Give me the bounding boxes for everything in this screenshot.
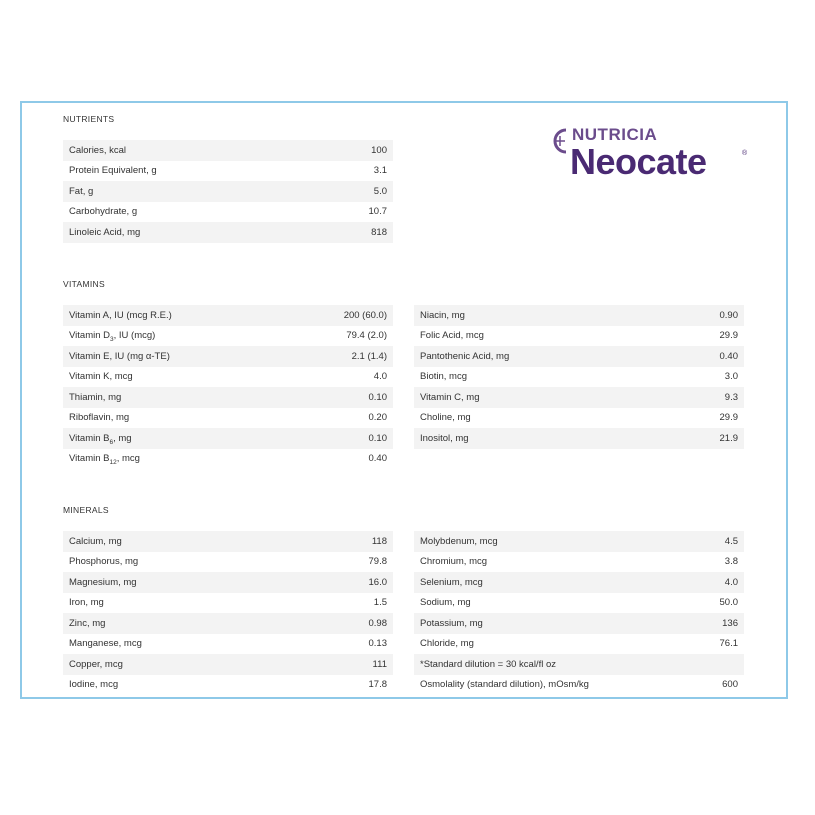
vitamins-left-table [63, 305, 393, 469]
row-label: Chromium, mcg [420, 556, 488, 568]
table-row [414, 552, 744, 573]
table-row [63, 346, 393, 367]
row-label: Vitamin A, IU (mcg R.E.) [69, 309, 172, 321]
table-row [63, 613, 393, 634]
row-label: Vitamin C, mg [420, 391, 480, 403]
row-label: Osmolality (standard dilution), mOsm/kg [420, 679, 589, 691]
row-label: Carbohydrate, g [69, 206, 138, 218]
row-value: 100 [371, 144, 387, 156]
row-label-prefix: Vitamin D [69, 330, 111, 342]
table-row [63, 654, 393, 675]
row-value: 818 [371, 226, 387, 238]
table-row [414, 367, 744, 388]
table-row [63, 202, 393, 223]
table-row [63, 572, 393, 593]
logo-product-text: Neocate [570, 141, 707, 182]
logo-brand-text: NUTRICIA [572, 125, 658, 144]
row-value: 1.5 [373, 597, 387, 609]
vitamins-right-table [414, 305, 744, 449]
row-label: Linoleic Acid, mg [69, 226, 141, 238]
row-value: 200 (60.0) [343, 309, 387, 321]
row-label-prefix: Vitamin B [69, 432, 110, 444]
minerals-title: MINERALS [63, 505, 109, 515]
row-value: 0.20 [368, 412, 387, 424]
row-label: Iron, mg [69, 597, 104, 609]
row-label: Magnesium, mg [69, 576, 137, 588]
row-label-suffix: , IU (mcg) [113, 330, 156, 342]
row-label: Chloride, mg [420, 638, 474, 650]
row-label [69, 330, 156, 344]
row-label: Niacin, mg [420, 309, 465, 321]
row-label: Thiamin, mg [69, 391, 122, 403]
vitamins-title: VITAMINS [63, 279, 105, 289]
row-value: 0.90 [719, 309, 738, 321]
row-label: Sodium, mg [420, 597, 471, 609]
row-label: Pantothenic Acid, mg [420, 350, 510, 362]
table-row [63, 326, 393, 347]
row-value: 10.7 [368, 206, 387, 218]
table-row [63, 161, 393, 182]
row-label [69, 453, 140, 467]
row-value: 3.8 [724, 556, 738, 568]
row-label-suffix: , mcg [116, 453, 140, 465]
table-row [414, 531, 744, 552]
neocate-logo [548, 124, 748, 180]
table-row [414, 593, 744, 614]
row-label-prefix: Vitamin B [69, 453, 110, 465]
row-value: 0.10 [368, 391, 387, 403]
table-row [414, 387, 744, 408]
table-row [63, 531, 393, 552]
row-value: 0.13 [368, 638, 387, 650]
row-label: *Standard dilution = 30 kcal/fl oz [420, 658, 556, 670]
table-row [414, 634, 744, 655]
row-value: 79.4 (2.0) [346, 330, 387, 342]
row-label: Iodine, mcg [69, 679, 119, 691]
table-row [414, 613, 744, 634]
row-label-subscript: 12 [109, 459, 117, 467]
table-row [63, 593, 393, 614]
table-row [414, 675, 744, 696]
row-label: Selenium, mcg [420, 576, 483, 588]
row-value: 0.40 [368, 453, 387, 465]
row-label-subscript: 3 [110, 336, 114, 344]
row-value: 50.0 [719, 597, 738, 609]
table-row [63, 387, 393, 408]
row-label: Molybdenum, mcg [420, 535, 498, 547]
row-value: 111 [372, 658, 387, 670]
row-value: 4.5 [724, 535, 738, 547]
row-value: 16.0 [368, 576, 387, 588]
table-row [414, 572, 744, 593]
row-value: 600 [722, 679, 738, 691]
table-row [414, 346, 744, 367]
row-value: 29.9 [719, 330, 738, 342]
row-label: Vitamin E, IU (mg α-TE) [69, 350, 170, 362]
table-row [414, 654, 744, 675]
row-label-subscript: 6 [109, 438, 114, 446]
nutrition-facts-card [20, 101, 788, 699]
row-label: Phosphorus, mg [69, 556, 139, 568]
registered-mark: ® [742, 150, 748, 157]
row-value: 76.1 [719, 638, 738, 650]
row-label [69, 433, 132, 444]
table-row [63, 367, 393, 388]
row-label: Calcium, mg [69, 535, 122, 547]
table-row [63, 552, 393, 573]
row-value: 118 [371, 535, 387, 547]
table-row [63, 305, 393, 326]
row-label: Calories, kcal [69, 144, 127, 156]
nutrients-table [63, 140, 393, 243]
row-value: 21.9 [719, 432, 738, 444]
row-value: 0.10 [368, 432, 387, 444]
table-row [63, 222, 393, 243]
row-value: 4.0 [373, 371, 387, 383]
row-label: Protein Equivalent, g [69, 165, 157, 177]
row-label-suffix: , mg [113, 432, 132, 444]
table-row [63, 140, 393, 161]
row-value: 0.40 [719, 350, 738, 362]
row-label: Manganese, mcg [69, 638, 142, 650]
table-row [414, 305, 744, 326]
table-row [63, 449, 393, 470]
row-value: 136 [722, 617, 738, 629]
minerals-right-table [414, 531, 744, 695]
row-label: Fat, g [69, 185, 94, 197]
row-label: Inositol, mg [420, 432, 469, 444]
row-value: 3.0 [724, 371, 738, 383]
table-row [414, 428, 744, 449]
row-value: 9.3 [724, 391, 738, 403]
row-value: 4.0 [724, 576, 738, 588]
table-row [63, 408, 393, 429]
nutricia-swoosh-icon [548, 126, 572, 156]
row-value: 17.8 [368, 679, 387, 691]
row-label: Biotin, mcg [420, 371, 467, 383]
minerals-left-table [63, 531, 393, 695]
table-row [63, 675, 393, 696]
row-value: 79.8 [368, 556, 387, 568]
row-value: 0.98 [368, 617, 387, 629]
row-value: 3.1 [373, 165, 387, 177]
row-value: 2.1 (1.4) [351, 350, 387, 362]
row-label: Riboflavin, mg [69, 412, 130, 424]
table-row [63, 634, 393, 655]
row-value: 29.9 [719, 412, 738, 424]
row-label: Zinc, mg [69, 617, 106, 629]
row-label: Potassium, mg [420, 617, 483, 629]
table-row [63, 428, 393, 449]
nutrients-title: NUTRIENTS [63, 114, 115, 124]
row-label: Folic Acid, mcg [420, 330, 484, 342]
row-value: 5.0 [373, 185, 387, 197]
table-row [414, 408, 744, 429]
row-label: Choline, mg [420, 412, 471, 424]
row-label: Copper, mcg [69, 658, 123, 670]
table-row [414, 326, 744, 347]
table-row [63, 181, 393, 202]
row-label: Vitamin K, mcg [69, 371, 133, 383]
